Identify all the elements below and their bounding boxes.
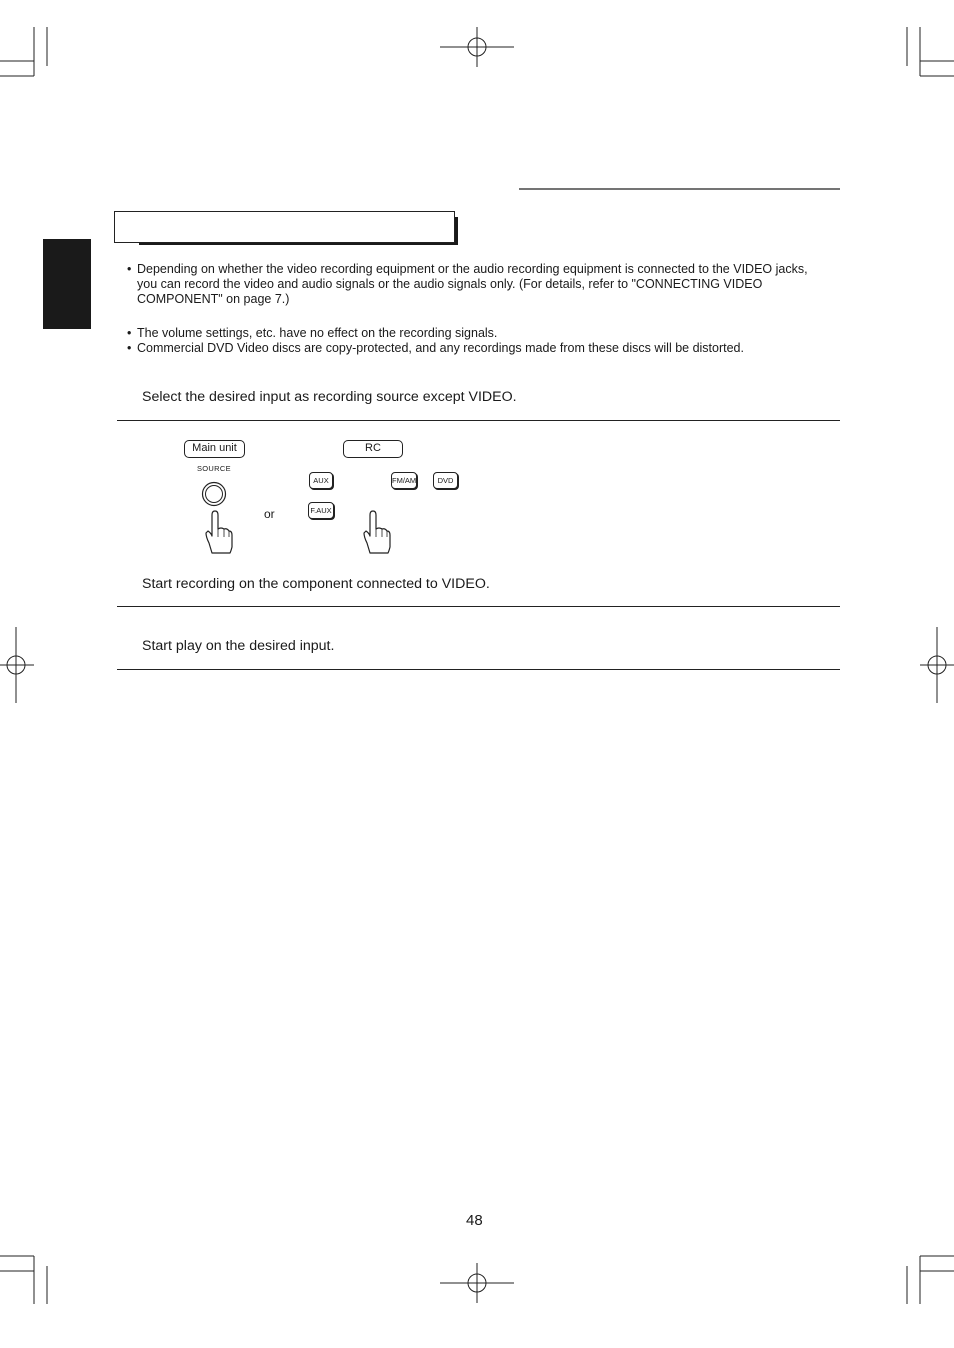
dvd-key: DVD [433, 472, 458, 489]
main-unit-label: Main unit [184, 440, 245, 458]
faux-key: F.AUX [308, 502, 334, 519]
or-label: or [264, 507, 275, 521]
source-label: SOURCE [197, 464, 231, 473]
pointing-hand-icon [359, 509, 393, 557]
note-item: • The volume settings, etc. have no effect on the recording signals. [127, 326, 498, 340]
step-divider [117, 606, 840, 607]
aux-key: AUX [309, 472, 333, 489]
step-3-text: Start play on the desired input. [142, 638, 335, 654]
note-item: • Commercial DVD Video discs are copy-protected, and any recordings made from these discs will be distorted. [127, 341, 744, 355]
step-divider [117, 669, 840, 670]
fmam-key: FM/AM [391, 472, 417, 489]
step-1-text: Select the desired input as recording source except VIDEO. [142, 389, 517, 405]
step-divider [117, 420, 840, 421]
source-knob-icon [200, 481, 228, 509]
step-2-text: Start recording on the component connected to VIDEO. [142, 576, 490, 592]
page-number: 48 [466, 1212, 483, 1229]
rc-label: RC [343, 440, 403, 458]
pointing-hand-icon [201, 509, 235, 557]
note-item: • Depending on whether the video recording equipment or the audio recording equipment is connected to the VIDEO jacks, you can record the video and audio signals or the audio signals only. (For details, refer to "CONNECTING VIDEO COMPONENT" on page 7.) [127, 262, 808, 306]
section-heading-box [114, 211, 455, 243]
language-tab [43, 239, 91, 329]
